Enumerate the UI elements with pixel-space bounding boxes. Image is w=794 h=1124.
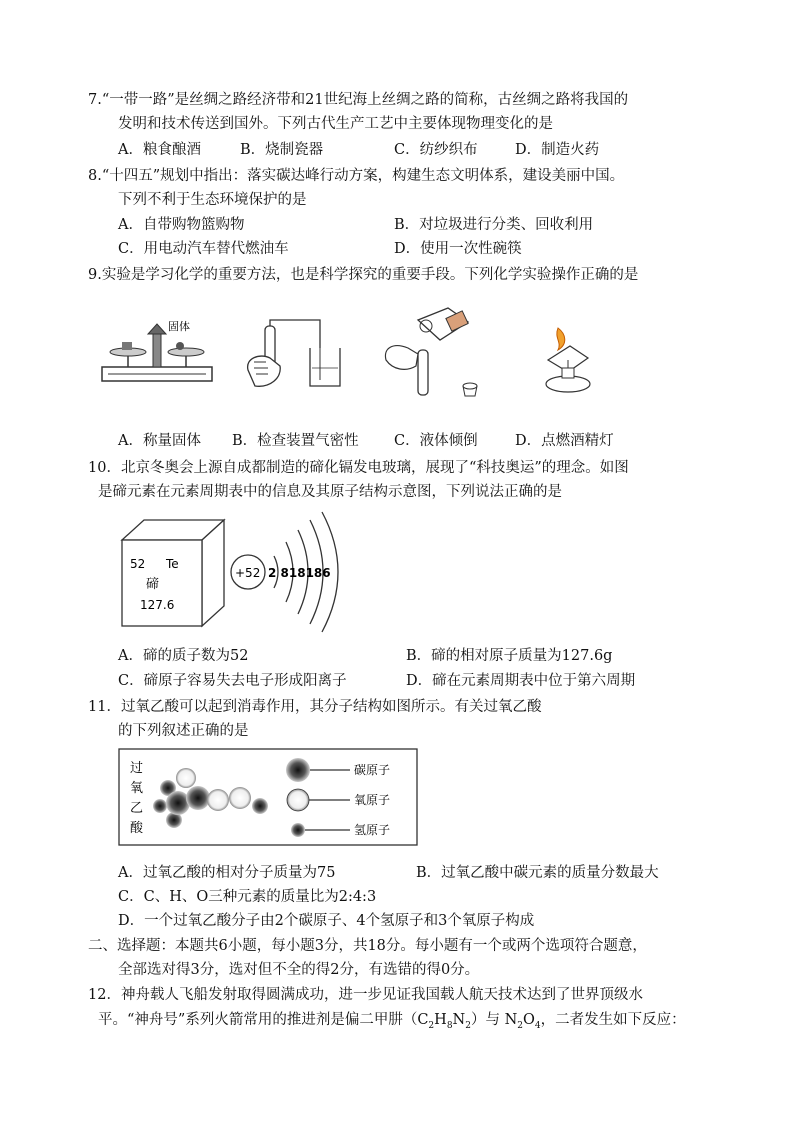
mol-label-3: 乙 — [130, 801, 144, 816]
q9-option-a: A．称量固体 — [118, 433, 201, 449]
alcohol-lamp-figure — [528, 318, 608, 398]
q9-option-b: B．检查装置气密性 — [232, 433, 359, 449]
element-name: 碲 — [146, 577, 160, 592]
q9-option-c: C．液体倾倒 — [394, 433, 478, 449]
q8-option-a: A．自带购物篮购物 — [118, 217, 245, 233]
nucleus-charge: +52 — [235, 566, 261, 580]
mol-label-4: 酸 — [130, 821, 144, 836]
q10-stem-line2: 是碲元素在元素周期表中的信息及其原子结构示意图，下列说法正确的是 — [98, 484, 562, 500]
legend-oxygen: 氧原子 — [354, 793, 391, 807]
mol-label-2: 氧 — [130, 781, 144, 796]
q12-stem-line2: 平。“神舟号”系列火箭常用的推进剂是偏二甲肼$(C_2H_8N_2)$与 $N_2O_4$，二者发生如下反应： — [98, 1012, 686, 1031]
solid-label: 固体 — [168, 320, 190, 333]
q8-stem-line2: 下列不利于生态环境保护的是 — [118, 192, 307, 208]
q11-option-a: A．过氧乙酸的相对分子质量为75 — [118, 865, 336, 881]
element-mass: 127.6 — [140, 598, 175, 612]
legend-carbon: 碳原子 — [354, 763, 391, 777]
q7-option-b: B．烧制瓷器 — [240, 142, 324, 158]
q11-option-d: D．一个过氧乙酸分子由2个碳原子、4个氢原子和3个氧原子构成 — [118, 913, 535, 929]
peracetic-acid-molecule-figure — [118, 748, 418, 848]
q10-option-d: D．碲在元素周期表中位于第六周期 — [406, 673, 636, 689]
element-number: 52 — [130, 557, 146, 571]
section2-line1: 二、选择题：本题共6小题，每小题3分，共18分。每小题有一个或两个选项符合题意， — [88, 938, 647, 954]
q11-option-c: C．C、H、O三种元素的质量比为2:4:3 — [118, 889, 377, 905]
q7-stem-line1: 7.“一带一路”是丝绸之路经济带和21世纪海上丝绸之路的简称，古丝绸之路将我国的 — [88, 92, 629, 108]
q8-option-b: B．对垃圾进行分类、回收利用 — [394, 217, 594, 233]
q7-option-c: C．纺纱织布 — [394, 142, 478, 158]
q10-stem-line1: 10．北京冬奥会上源自成都制造的碲化镉发电玻璃，展现了“科技奥运”的理念。如图 — [88, 460, 629, 476]
q10-option-b: B．碲的相对原子质量为127.6g — [406, 648, 613, 664]
legend-hydrogen: 氢原子 — [354, 823, 391, 837]
q12-stem-line1: 12．神舟载人飞船发射取得圆满成功，进一步见证我国载人航天技术达到了世界顶级水 — [88, 987, 643, 1003]
element-symbol: Te — [166, 557, 179, 571]
q10-option-c: C．碲原子容易失去电子形成阳离子 — [118, 673, 347, 689]
q9-stem: 9.实验是学习化学的重要方法，也是科学探究的重要手段。下列化学实验操作正确的是 — [88, 267, 639, 283]
q8-stem-line1: 8.“十四五”规划中指出：落实碳达峰行动方案，构建生态文明体系，建设美丽中国。 — [88, 168, 625, 184]
q7-option-d: D．制造火药 — [515, 142, 600, 158]
mol-label-1: 过 — [130, 761, 144, 776]
balance-scale-figure — [98, 312, 218, 387]
q7-option-a: A．粮食酿酒 — [118, 142, 201, 158]
liquid-pouring-figure — [378, 300, 498, 400]
airtightness-check-figure — [240, 318, 350, 393]
electron-shells: 2 818186 — [268, 566, 331, 580]
q7-stem-line2: 发明和技术传送到国外。下列古代生产工艺中主要体现物理变化的是 — [118, 116, 553, 132]
q8-option-d: D．使用一次性碗筷 — [394, 241, 522, 257]
q11-stem-line1: 11．过氧乙酸可以起到消毒作用，其分子结构如图所示。有关过氧乙酸 — [88, 699, 542, 715]
q11-stem-line2: 的下列叙述正确的是 — [118, 723, 249, 739]
q9-option-d: D．点燃酒精灯 — [515, 433, 614, 449]
q8-option-c: C．用电动汽车替代燃油车 — [118, 241, 289, 257]
tellurium-figure — [116, 506, 416, 636]
q10-option-a: A．碲的质子数为52 — [118, 648, 249, 664]
q11-option-b: B．过氧乙酸中碳元素的质量分数最大 — [416, 865, 659, 881]
section2-line2: 全部选对得3分，选对但不全的得2分，有选错的得0分。 — [118, 962, 480, 978]
